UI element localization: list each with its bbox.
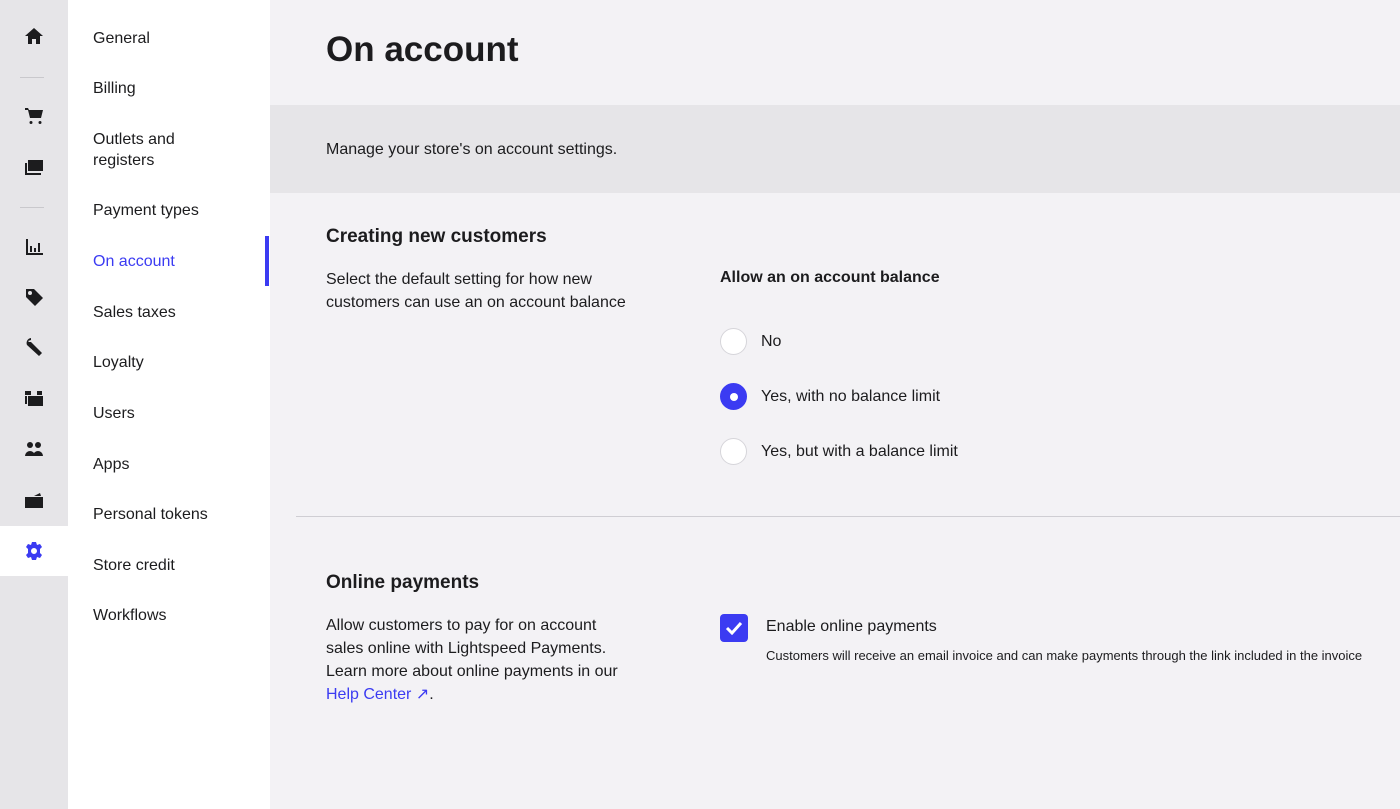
- active-indicator: [265, 236, 269, 286]
- page-description-band: [270, 105, 1400, 193]
- section-divider: [296, 516, 1400, 517]
- sidebar-item-outlets[interactable]: Outlets and registers: [93, 131, 175, 169]
- home-icon[interactable]: [0, 11, 68, 61]
- sidebar-item-billing[interactable]: Billing: [93, 80, 136, 97]
- help-center-link[interactable]: Help Center ↗: [326, 686, 430, 703]
- radio-no[interactable]: [720, 328, 781, 355]
- radio-no-limit[interactable]: [720, 383, 940, 410]
- checkbox-help-text: Customers will receive an email invoice and can make payments through the link included in the invoice: [766, 648, 1363, 663]
- cash-icon[interactable]: [0, 475, 68, 525]
- checkmark-icon: [725, 621, 743, 635]
- enable-online-payments-checkbox[interactable]: [720, 614, 748, 642]
- settings-icon[interactable]: [0, 526, 68, 576]
- radio-circle[interactable]: [720, 438, 747, 465]
- sidebar-item-users[interactable]: Users: [93, 405, 135, 422]
- cart-icon[interactable]: [0, 91, 68, 141]
- page-subtitle: Manage your store's on account settings.: [326, 141, 618, 158]
- section-heading-creating: Creating new customers: [326, 226, 547, 247]
- page-title: On account: [326, 30, 519, 69]
- radio-circle[interactable]: [720, 328, 747, 355]
- reporting-icon[interactable]: [0, 222, 68, 272]
- section-description-online: [326, 614, 626, 706]
- sidebar-item-general[interactable]: General: [93, 30, 150, 47]
- radio-label: Yes, with no balance limit: [761, 387, 941, 405]
- tag-icon[interactable]: [0, 272, 68, 322]
- register-icon[interactable]: [0, 142, 68, 192]
- checkbox-label: Enable online payments: [766, 618, 937, 635]
- radio-circle-selected[interactable]: [720, 383, 747, 410]
- section-description-creating: Select the default setting for how new customers can use an on account balance: [326, 271, 626, 311]
- icon-rail: [0, 0, 68, 809]
- sidebar-item-apps[interactable]: Apps: [93, 456, 130, 473]
- period: .: [429, 686, 434, 703]
- sidebar-item-store-credit[interactable]: Store credit: [93, 557, 175, 574]
- sidebar-item-workflows[interactable]: Workflows: [93, 607, 167, 624]
- divider: [20, 207, 44, 208]
- main-content: [270, 0, 1400, 809]
- customers-icon[interactable]: [0, 424, 68, 474]
- sidebar-item-payment-types[interactable]: Payment types: [93, 202, 199, 219]
- field-label-balance: Allow an on account balance: [720, 269, 940, 286]
- radio-label: Yes, but with a balance limit: [761, 442, 958, 460]
- sidebar-item-personal-tokens[interactable]: Personal tokens: [93, 506, 208, 523]
- section-heading-online: Online payments: [326, 572, 480, 593]
- inventory-icon[interactable]: [0, 373, 68, 423]
- description-text: Allow customers to pay for on account sales online with Lightspeed Payments. Learn more about online payments in our: [326, 617, 618, 680]
- radio-label: No: [761, 332, 782, 350]
- divider: [20, 77, 44, 78]
- sidebar-item-loyalty[interactable]: Loyalty: [93, 354, 144, 371]
- radio-with-limit[interactable]: [720, 438, 958, 465]
- external-link-icon: ↗: [415, 686, 430, 703]
- wrench-icon[interactable]: [0, 322, 68, 372]
- sidebar-item-sales-taxes[interactable]: Sales taxes: [93, 304, 176, 321]
- sidebar-item-on-account[interactable]: On account: [93, 253, 175, 270]
- settings-sidebar: [68, 0, 270, 809]
